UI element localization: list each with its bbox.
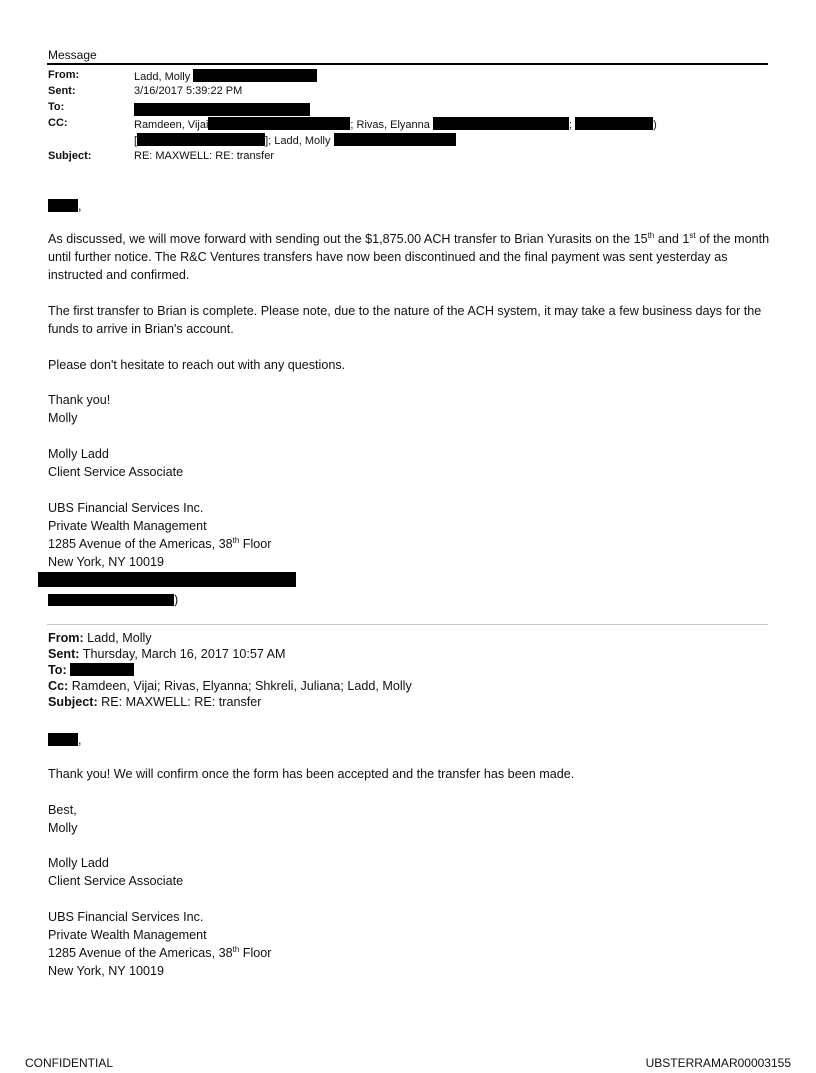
- from-label: From:: [48, 69, 80, 81]
- redaction-box: [433, 117, 569, 130]
- redacted-contact-line: [38, 572, 763, 590]
- message-separator: [47, 624, 768, 625]
- sent-value: 3/16/2017 5:39:22 PM: [134, 85, 243, 97]
- subject-label: Subject:: [48, 150, 92, 162]
- redaction-box: [48, 199, 78, 212]
- email2-address-block: UBS Financial Services Inc. Private Wealth Management 1285 Avenue of the Americas, 38th Floor New York, NY 10019: [48, 910, 272, 978]
- redaction-box: [575, 117, 653, 130]
- email-closing: Thank you! Molly: [48, 393, 111, 425]
- cc-separator: ;: [568, 119, 573, 131]
- email-paragraph-1: As discussed, we will move forward with sending out the $1,875.00 ACH transfer to Brian Yurasits on the 15th and 1st of the month until further notice. The R&C Ventures transfers have now been discontinued and the final payment was sent yesterday as instructed and confirmed.: [48, 230, 770, 282]
- cc-label: CC:: [48, 117, 68, 129]
- forwarded-cc-row: Cc: Ramdeen, Vijai; Rivas, Elyanna; Shkreli, Juliana; Ladd, Molly: [48, 679, 412, 693]
- email2-signature: Molly Ladd Client Service Associate: [48, 856, 184, 888]
- email-greeting: [48, 197, 773, 215]
- header-divider: [47, 63, 768, 65]
- bates-number: UBSTERRAMAR00003155: [645, 1056, 791, 1070]
- message-label: Message: [48, 48, 97, 62]
- redaction-box: [334, 133, 456, 146]
- cc-bracket-open: [: [134, 135, 138, 147]
- confidential-label: CONFIDENTIAL: [25, 1056, 114, 1070]
- forwarded-from-row: From: Ladd, Molly: [48, 631, 152, 645]
- redaction-box: [38, 572, 296, 587]
- email-signature: Molly Ladd Client Service Associate: [48, 447, 184, 479]
- email-paragraph-2: The first transfer to Brian is complete. Please note, due to the nature of the ACH system, it may take a few business days for the funds to arrive in Brian's account.: [48, 304, 762, 336]
- redaction-box: [70, 663, 134, 676]
- redaction-box: [208, 117, 350, 130]
- email2-greeting: ,: [48, 731, 773, 749]
- email2-paragraph-1: Thank you! We will confirm once the form has been accepted and the transfer has been made.: [48, 767, 575, 781]
- cc-name-3: ]; Ladd, Molly: [265, 135, 331, 147]
- email2-closing: Best, Molly: [48, 803, 78, 835]
- forwarded-subject-row: Subject: RE: MAXWELL: RE: transfer: [48, 695, 262, 709]
- forwarded-to-row: To:: [48, 662, 134, 678]
- redaction-box: [48, 594, 174, 606]
- subject-value: RE: MAXWELL: RE: transfer: [134, 150, 274, 162]
- to-label: To:: [48, 101, 65, 113]
- email-paragraph-3: Please don't hesitate to reach out with any questions.: [48, 358, 346, 372]
- forwarded-sent-row: Sent: Thursday, March 16, 2017 10:57 AM: [48, 647, 286, 661]
- cc-paren: ): [653, 119, 657, 131]
- redaction-box: [134, 103, 310, 116]
- redaction-box: [48, 733, 78, 746]
- cc-name-1: Ramdeen, Vijai: [134, 119, 209, 131]
- redacted-email-link[interactable]: ): [48, 591, 773, 609]
- from-value: Ladd, Molly: [134, 71, 191, 83]
- redaction-box: [193, 69, 317, 82]
- sent-label: Sent:: [48, 85, 76, 97]
- email-address-block: UBS Financial Services Inc. Private Wealth Management 1285 Avenue of the Americas, 38th Floor New York, NY 10019: [48, 501, 272, 569]
- greeting-punctuation: ,: [78, 199, 82, 213]
- cc-name-2: ; Rivas, Elyanna: [350, 119, 430, 131]
- redaction-box: [137, 133, 265, 146]
